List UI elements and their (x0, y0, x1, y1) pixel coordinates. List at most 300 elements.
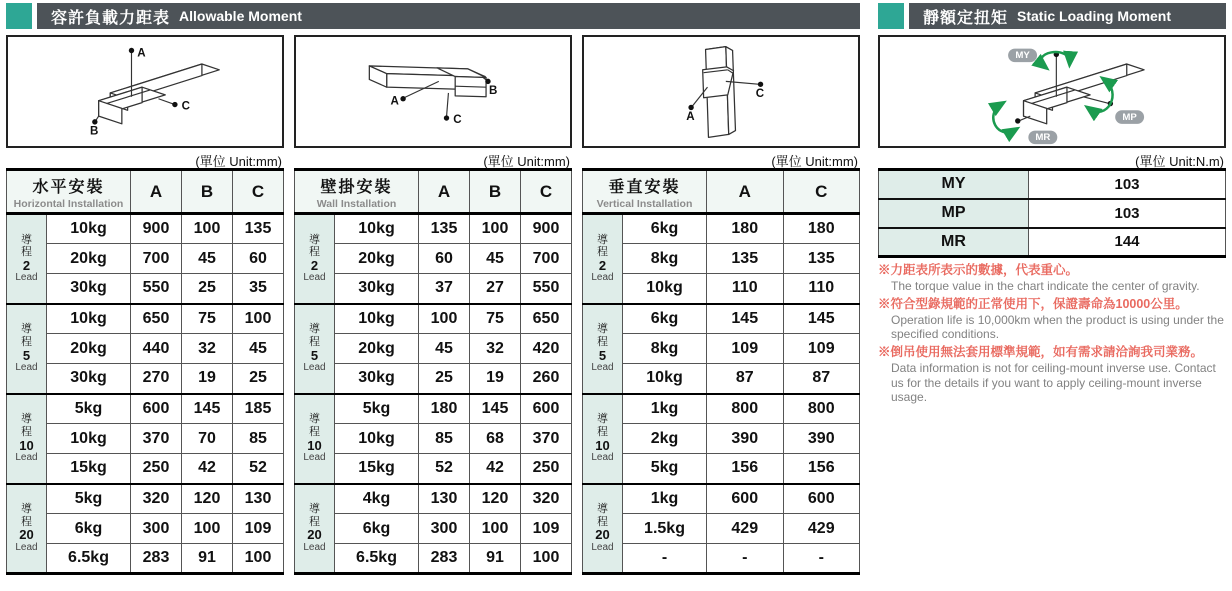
moment-axis-label: MY (879, 170, 1029, 199)
value-cell: 180 (783, 214, 860, 244)
load-cell: 30kg (47, 364, 131, 394)
load-cell: 1.5kg (623, 514, 707, 544)
lead-number: 2 (22, 257, 31, 273)
lead-zh (583, 234, 622, 259)
table-row (295, 424, 572, 454)
lead-cell (295, 304, 335, 394)
point-c-label: C (755, 87, 765, 100)
value-cell: 145 (783, 304, 860, 334)
note-en: Data information is not for ceiling-mount inverse use. Contact us for the details if you want to apply ceiling-mount inverse usage. (891, 361, 1216, 404)
value-cell: 180 (707, 214, 783, 244)
load-cell: 10kg (335, 214, 419, 244)
lead-zh-char: 程 (21, 336, 32, 349)
value-cell: 135 (232, 214, 283, 244)
table-row (7, 364, 284, 394)
value-cell: 550 (131, 274, 182, 304)
table-row (7, 244, 284, 274)
value-cell: 45 (419, 334, 470, 364)
moment-axis-label: MP (879, 199, 1029, 228)
lead-zh (295, 323, 334, 348)
value-cell: 130 (419, 484, 470, 514)
value-cell: 390 (783, 424, 860, 454)
lead-zh-char: 導 (21, 413, 32, 426)
value-cell: 25 (419, 364, 470, 394)
horizontal-installation-diagram (6, 35, 284, 148)
value-cell: 87 (783, 364, 860, 394)
lead-zh (7, 503, 46, 528)
value-cell: 91 (470, 544, 521, 574)
value-cell: 35 (232, 274, 283, 304)
value-cell: 19 (470, 364, 521, 394)
lead-zh (7, 413, 46, 438)
lead-number: 20 (307, 527, 322, 543)
load-cell: 30kg (47, 274, 131, 304)
value-cell: 19 (182, 364, 233, 394)
value-cell: 100 (182, 214, 233, 244)
value-cell: 250 (131, 454, 182, 484)
lead-number: 2 (310, 257, 319, 273)
lead-zh-char: 程 (21, 426, 32, 439)
load-cell: 8kg (623, 334, 707, 364)
lead-number: 10 (19, 437, 34, 453)
table-row (7, 214, 284, 244)
value-cell: 109 (520, 514, 571, 544)
lead-zh-char: 程 (21, 515, 32, 528)
table-title (295, 170, 419, 214)
value-cell: 45 (232, 334, 283, 364)
lead-cell (7, 304, 47, 394)
load-cell: 20kg (335, 244, 419, 274)
value-cell: 100 (232, 304, 283, 334)
value-cell: 650 (520, 304, 571, 334)
lead-zh (295, 503, 334, 528)
table-row (295, 454, 572, 484)
value-cell: 145 (470, 394, 521, 424)
lead-zh (7, 323, 46, 348)
point-a-label: A (390, 95, 399, 108)
table-row (295, 334, 572, 364)
table-row (879, 170, 1226, 199)
table-row (295, 514, 572, 544)
lead-zh-char: 導 (309, 323, 320, 336)
table-row (583, 364, 860, 394)
value-cell: 100 (419, 304, 470, 334)
lead-zh (583, 503, 622, 528)
table-row (583, 274, 860, 304)
wall-diagram-drawing (296, 37, 570, 146)
table-row (7, 304, 284, 334)
lead-number: 20 (19, 527, 34, 543)
lead-number: 10 (595, 437, 610, 453)
value-cell: 75 (182, 304, 233, 334)
load-cell: 4kg (335, 484, 419, 514)
wall-installation-column (294, 35, 572, 575)
table-row (583, 244, 860, 274)
value-cell: 37 (419, 274, 470, 304)
value-cell: 135 (783, 244, 860, 274)
installation-columns (6, 35, 860, 575)
value-cell: 156 (783, 454, 860, 484)
value-cell: 42 (470, 454, 521, 484)
horizontal-installation-column (6, 35, 284, 575)
static-loading-diagram (878, 35, 1226, 148)
value-cell: 85 (419, 424, 470, 454)
load-cell: 5kg (47, 484, 131, 514)
value-cell: 370 (520, 424, 571, 454)
lead-cell (295, 394, 335, 484)
table-title (583, 170, 707, 214)
column-header-c: C (783, 170, 860, 214)
value-cell: 135 (707, 244, 783, 274)
section-title-zh: 靜額定扭矩 (923, 9, 1009, 27)
unit-label: (單位 Unit:mm) (771, 154, 858, 169)
table-row (7, 334, 284, 364)
lead-en: Lead (15, 362, 38, 374)
lead-cell (295, 214, 335, 304)
lead-cell (583, 214, 623, 304)
table-row (7, 454, 284, 484)
value-cell: 42 (182, 454, 233, 484)
lead-zh-char: 程 (309, 515, 320, 528)
table-row (7, 514, 284, 544)
lead-zh-char: 導 (597, 323, 608, 336)
note-zh: ※力距表所表示的數據，代表重心。 (878, 263, 1079, 277)
value-cell: 45 (470, 244, 521, 274)
load-cell: 20kg (335, 334, 419, 364)
lead-zh-char: 導 (597, 503, 608, 516)
value-cell: 600 (520, 394, 571, 424)
lead-zh (295, 234, 334, 259)
value-cell: 900 (131, 214, 182, 244)
table-row (295, 394, 572, 424)
value-cell: 109 (232, 514, 283, 544)
vertical-diagram-drawing (584, 37, 858, 146)
moment-axis-label: MR (879, 228, 1029, 257)
load-cell: 15kg (47, 454, 131, 484)
section-title (37, 3, 860, 29)
unit-label: (單位 Unit:N.m) (1135, 154, 1224, 169)
lead-zh (295, 413, 334, 438)
lead-en: Lead (303, 272, 326, 284)
value-cell: 120 (182, 484, 233, 514)
value-cell: 283 (131, 544, 182, 574)
load-cell: 10kg (623, 274, 707, 304)
value-cell: 100 (182, 514, 233, 544)
load-cell: 15kg (335, 454, 419, 484)
table-row (583, 334, 860, 364)
lead-en: Lead (591, 452, 614, 464)
load-cell: 6.5kg (335, 544, 419, 574)
value-cell: 550 (520, 274, 571, 304)
lead-cell (583, 484, 623, 574)
table-row (295, 544, 572, 574)
value-cell: 68 (470, 424, 521, 454)
value-cell: 145 (707, 304, 783, 334)
value-cell: 75 (470, 304, 521, 334)
unit-label: (單位 Unit:mm) (483, 154, 570, 169)
lead-cell (583, 394, 623, 484)
section-title-en: Allowable Moment (179, 8, 302, 24)
value-cell: 650 (131, 304, 182, 334)
value-cell: 60 (419, 244, 470, 274)
value-cell: 900 (520, 214, 571, 244)
lead-number: 2 (598, 257, 607, 273)
moment-table-vertical (582, 168, 860, 575)
table-title (7, 170, 131, 214)
value-cell: 85 (232, 424, 283, 454)
lead-zh-char: 導 (309, 503, 320, 516)
column-header-c: C (232, 170, 283, 214)
value-cell: 185 (232, 394, 283, 424)
lead-zh-char: 導 (21, 503, 32, 516)
moment-value: 103 (1029, 199, 1226, 228)
value-cell: 32 (182, 334, 233, 364)
lead-zh-char: 導 (597, 233, 608, 246)
load-cell: 10kg (335, 304, 419, 334)
value-cell: 32 (470, 334, 521, 364)
value-cell: 429 (783, 514, 860, 544)
note-zh: ※倒吊使用無法套用標準規範，如有需求請洽詢我司業務。 (878, 345, 1204, 360)
note-en: The torque value in the chart indicate the center of gravity. (891, 279, 1200, 293)
value-cell: 91 (182, 544, 233, 574)
teal-accent-square (878, 3, 904, 29)
note-item (878, 345, 1226, 403)
table-title-en: Wall Installation (316, 197, 397, 210)
value-cell: 370 (131, 424, 182, 454)
load-cell: 10kg (47, 304, 131, 334)
value-cell: 45 (182, 244, 233, 274)
note-zh: ※符合型錄規範的正常使用下，保證壽命為10000公里。 (878, 297, 1188, 312)
load-cell: 30kg (335, 274, 419, 304)
lead-number: 5 (598, 347, 607, 363)
table-row (583, 394, 860, 424)
value-cell: 600 (131, 394, 182, 424)
value-cell: 700 (131, 244, 182, 274)
value-cell: 25 (182, 274, 233, 304)
moment-value: 144 (1029, 228, 1226, 257)
value-cell: - (783, 544, 860, 574)
value-cell: 429 (707, 514, 783, 544)
lead-zh-char: 程 (21, 246, 32, 259)
value-cell: 180 (419, 394, 470, 424)
value-cell: 100 (470, 514, 521, 544)
column-header-a: A (419, 170, 470, 214)
value-cell: 70 (182, 424, 233, 454)
lead-en: Lead (591, 362, 614, 374)
point-a-label: A (137, 47, 146, 60)
load-cell: 20kg (47, 334, 131, 364)
lead-en: Lead (303, 541, 326, 553)
value-cell: 390 (707, 424, 783, 454)
lead-cell (7, 214, 47, 304)
lead-cell (295, 484, 335, 574)
value-cell: 27 (470, 274, 521, 304)
value-cell: 100 (232, 544, 283, 574)
point-b-label: B (488, 84, 498, 97)
table-row (295, 274, 572, 304)
table-row (583, 424, 860, 454)
table-row (295, 304, 572, 334)
column-header-a: A (707, 170, 783, 214)
table-row (7, 394, 284, 424)
load-cell: 1kg (623, 394, 707, 424)
horizontal-diagram-drawing (8, 37, 282, 146)
value-cell: 52 (419, 454, 470, 484)
table-row (7, 274, 284, 304)
table-row (7, 424, 284, 454)
moment-table-wall (294, 168, 572, 575)
load-cell: 6kg (47, 514, 131, 544)
vertical-installation-diagram (582, 35, 860, 148)
section-title (909, 3, 1226, 29)
load-cell: 2kg (623, 424, 707, 454)
allowable-moment-titlebar (6, 3, 860, 29)
lead-en: Lead (15, 452, 38, 464)
table-row (879, 199, 1226, 228)
note-en: Operation life is 10,000km when the product is using under the specified conditions. (891, 313, 1224, 342)
table-row (7, 484, 284, 514)
value-cell: 100 (470, 214, 521, 244)
table-title-zh: 壁掛安裝 (320, 178, 393, 196)
table-title-en: Horizontal Installation (13, 197, 124, 210)
static-loading-titlebar (878, 3, 1226, 29)
load-cell: 6.5kg (47, 544, 131, 574)
value-cell: - (707, 544, 783, 574)
lead-cell (583, 304, 623, 394)
mp-badge-label: MP (1122, 111, 1137, 123)
lead-zh-char: 程 (597, 426, 608, 439)
lead-en: Lead (591, 272, 614, 284)
load-cell: 10kg (47, 214, 131, 244)
value-cell: 52 (232, 454, 283, 484)
column-header-c: C (520, 170, 571, 214)
value-cell: 800 (783, 394, 860, 424)
lead-cell (7, 484, 47, 574)
table-title-zh: 水平安裝 (32, 178, 105, 196)
lead-zh-char: 程 (597, 515, 608, 528)
wall-installation-diagram (294, 35, 572, 148)
lead-number: 5 (310, 347, 319, 363)
lead-en: Lead (15, 272, 38, 284)
load-cell: 30kg (335, 364, 419, 394)
section-title-en: Static Loading Moment (1017, 8, 1172, 24)
load-cell: - (623, 544, 707, 574)
value-cell: 130 (232, 484, 283, 514)
table-title-en: Vertical Installation (596, 197, 693, 210)
my-badge-label: MY (1015, 50, 1030, 62)
value-cell: 260 (520, 364, 571, 394)
lead-number: 10 (307, 437, 322, 453)
table-row (583, 304, 860, 334)
value-cell: 87 (707, 364, 783, 394)
value-cell: 156 (707, 454, 783, 484)
vertical-installation-column (582, 35, 860, 575)
column-header-a: A (131, 170, 182, 214)
lead-en: Lead (303, 362, 326, 374)
load-cell: 5kg (623, 454, 707, 484)
lead-zh-char: 程 (597, 336, 608, 349)
table-row (583, 514, 860, 544)
lead-zh-char: 程 (309, 246, 320, 259)
table-row (295, 484, 572, 514)
mr-badge-label: MR (1035, 132, 1051, 144)
lead-zh-char: 程 (309, 426, 320, 439)
table-title-zh: 垂直安裝 (608, 178, 681, 196)
value-cell: 600 (707, 484, 783, 514)
value-cell: 440 (131, 334, 182, 364)
lead-zh-char: 導 (309, 413, 320, 426)
unit-label: (單位 Unit:mm) (195, 154, 282, 169)
value-cell: 145 (182, 394, 233, 424)
table-row (295, 364, 572, 394)
value-cell: 320 (520, 484, 571, 514)
value-cell: 800 (707, 394, 783, 424)
point-c-label: C (181, 100, 191, 113)
value-cell: 320 (131, 484, 182, 514)
lead-zh-char: 導 (21, 323, 32, 336)
table-row (583, 214, 860, 244)
load-cell: 6kg (623, 304, 707, 334)
column-header-b: B (470, 170, 521, 214)
column-header-b: B (182, 170, 233, 214)
lead-zh-char: 程 (309, 336, 320, 349)
load-cell: 6kg (335, 514, 419, 544)
load-cell: 5kg (47, 394, 131, 424)
table-row (7, 544, 284, 574)
moment-value: 103 (1029, 170, 1226, 199)
note-item (878, 263, 1226, 293)
value-cell: 110 (783, 274, 860, 304)
section-title-zh: 容許負載力距表 (51, 9, 171, 27)
value-cell: 100 (520, 544, 571, 574)
lead-number: 5 (22, 347, 31, 363)
value-cell: 109 (783, 334, 860, 364)
value-cell: 25 (232, 364, 283, 394)
value-cell: 110 (707, 274, 783, 304)
value-cell: 250 (520, 454, 571, 484)
lead-number: 20 (595, 527, 610, 543)
lead-zh-char: 導 (309, 233, 320, 246)
value-cell: 270 (131, 364, 182, 394)
allowable-moment-section (6, 3, 860, 575)
value-cell: 60 (232, 244, 283, 274)
value-cell: 600 (783, 484, 860, 514)
lead-zh (583, 413, 622, 438)
lead-zh (7, 234, 46, 259)
value-cell: 300 (131, 514, 182, 544)
load-cell: 10kg (47, 424, 131, 454)
load-cell: 10kg (335, 424, 419, 454)
value-cell: 135 (419, 214, 470, 244)
table-row (583, 454, 860, 484)
lead-cell (7, 394, 47, 484)
lead-en: Lead (591, 541, 614, 553)
static-loading-table (878, 168, 1226, 258)
value-cell: 109 (707, 334, 783, 364)
note-item (878, 297, 1226, 341)
load-cell: 20kg (47, 244, 131, 274)
moment-table-horizontal (6, 168, 284, 575)
table-row (583, 544, 860, 574)
static-diagram-drawing (880, 37, 1224, 146)
lead-zh-char: 程 (597, 246, 608, 259)
lead-zh (583, 323, 622, 348)
value-cell: 420 (520, 334, 571, 364)
point-c-label: C (453, 113, 462, 126)
load-cell: 5kg (335, 394, 419, 424)
value-cell: 300 (419, 514, 470, 544)
value-cell: 700 (520, 244, 571, 274)
